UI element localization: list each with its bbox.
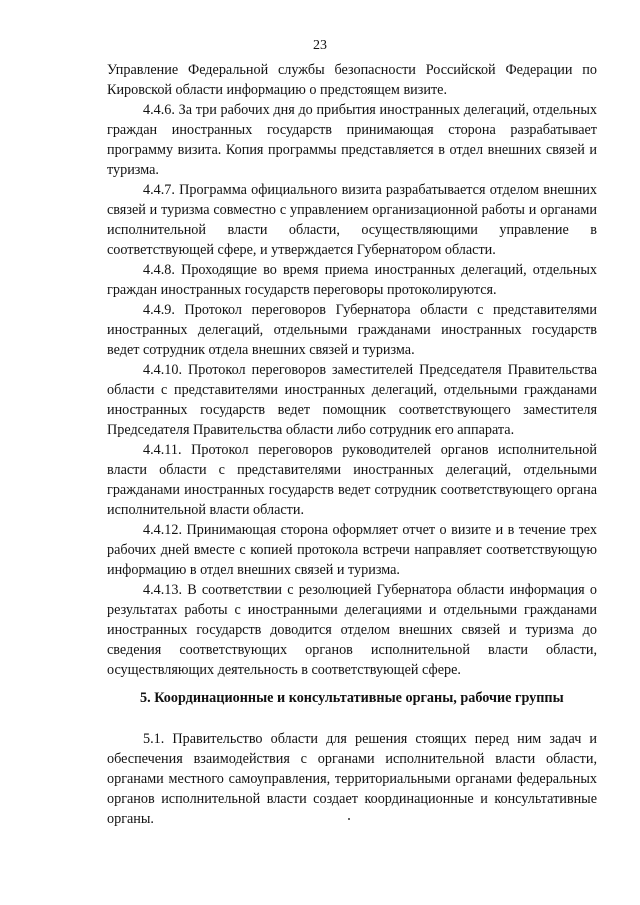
paragraph-5-1: 5.1. Правительство области для решения стоящих перед ним задач и обеспечения взаимодействия с органами исполнительной власти области, органами местного самоуправления, территориальными органами федеральных органов исполнительной власти создает координационные и консультативные органы. [107, 731, 597, 827]
paragraph-4-4-13: 4.4.13. В соответствии с резолюцией Губернатора области информация о результатах работы с иностранными делегациями и отдельными гражданами иностранных государств доводится отделом внешних связей и туризма до сведения соответствующих органов исполнительной власти области, осуществляющих деятельность в соответствующей сфере. [107, 582, 597, 678]
paragraph-4-4-12: 4.4.12. Принимающая сторона оформляет отчет о визите и в течение трех рабочих дней вместе с копией протокола встречи направляет соответствующую информацию в отдел внешних связей и туризма. [107, 522, 597, 578]
body-text [107, 60, 597, 680]
section-body-text [107, 729, 597, 829]
paragraph-4-4-11: 4.4.11. Протокол переговоров руководителей органов исполнительной власти области с представителями иностранных делегаций, отдельными гражданами иностранных государств ведет сотрудник соответствующего органа исполнительной власти области. [107, 442, 597, 518]
paragraph-4-4-8: 4.4.8. Проходящие во время приема иностранных делегаций, отдельных граждан иностранных государств переговоры протоколируются. [107, 262, 597, 298]
paragraph-continuation: Управление Федеральной службы безопасности Российской Федерации по Кировской области информацию о предстоящем визите. [107, 62, 597, 98]
page-number: 23 [313, 38, 327, 53]
paragraph-4-4-6: 4.4.6. За три рабочих дня до прибытия иностранных делегаций, отдельных граждан иностранных государств принимающая сторона разрабатывает программу визита. Копия программы представляется в отдел внешних связей и туризма. [107, 102, 597, 178]
scan-speck [348, 818, 350, 820]
paragraph-4-4-7: 4.4.7. Программа официального визита разрабатывается отделом внешних связей и туризма совместно с управлением организационной работы и органами исполнительной власти области, осуществляющими управление в соответствующей сфере, и утверждается Губернатором области. [107, 182, 597, 258]
section-heading: 5. Координационные и консультативные органы, рабочие группы [140, 690, 564, 706]
paragraph-4-4-9: 4.4.9. Протокол переговоров Губернатора области с представителями иностранных делегаций, отдельными гражданами иностранных государств ведет сотрудник отдела внешних связей и туризма. [107, 302, 597, 358]
paragraph-4-4-10: 4.4.10. Протокол переговоров заместителей Председателя Правительства области с представителями иностранных делегаций, отдельными гражданами иностранных государств ведет помощник соответствующего заместителя Председателя Правительства области либо сотрудник его аппарата. [107, 362, 597, 438]
